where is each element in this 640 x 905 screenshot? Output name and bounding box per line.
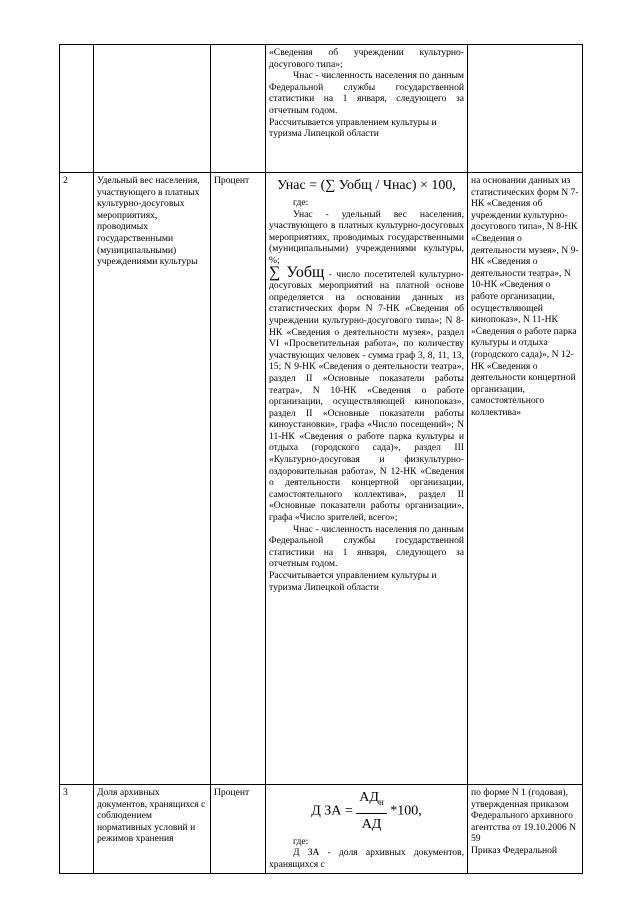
formula: Унас = (∑ Уобщ / Чнас) × 100, (277, 178, 456, 193)
method-note: Рассчитывается управлением культуры и туризма Липецкой области (269, 570, 437, 593)
visitors-definition (269, 263, 464, 524)
source-text-2: Приказ Федеральной (471, 844, 558, 856)
indicator-cell: Доля архивных документов, хранящихся с соблюдением нормативных условий и режимов хранения (94, 785, 211, 874)
row-number-cell: 2 (60, 173, 94, 785)
formula-right: *100, (390, 803, 422, 819)
method-cell (266, 45, 468, 173)
visitors-definition-text: - число посетителей культурно-досуговых мероприятий на платной основе определяется на основании данных из статистических форм N 7-НК «Сведения об учреждении культурно-досугового типа»; N 8-НК «Сведения о деятельности музея», раздел VI «Просветительная работа», по количеству участвующих человек - сумма граф 3, 8, 11, 13, 15; N 9-НК «Сведения о деятельности театра», раздел II «Основные показатели работы театра», N 10-НК «Сведения о работе организации, осуществляющей кинопоказ», раздел II «Основные показатели работы киноустановки», графа «Число посещений»; N 11-НК «Сведения о работе парка культуры и отдыха (городского сада)», раздел III «Культурно-досуговая и физкультурно-оздоровительная работа», N 12-НК «Сведения о деятельности концертной организации, самостоятельного коллектива», раздел II «Основные показатели работы организации», графа «Число зрителей, всего»; (269, 268, 464, 524)
numerator-subscript: н (378, 796, 384, 807)
method-cell (266, 785, 468, 874)
source-cell: на основании данных из статистических форм N 7-НК «Сведения об учреждении культурно-досугового типа», N 8-НК «Сведения о деятельности музея», N 9-НК «Сведения о деятельности театра», N 10-НК «Сведения о работе организации, осуществляющей кинопоказ», N 11-НК «Сведения о работе парка культуры и отдыха (городского сада)», N 12-НК «Сведения о деятельности концертной организации, самостоятельного коллектива» (468, 173, 583, 785)
table-row (60, 45, 583, 173)
formula-denominator: АД (361, 816, 382, 832)
share-definition: Унас - удельный вес населения, участвующего в платных культурно-досуговых мероприятиях, проводимых государственными (муниципальными) учреждениями культуры, %; (269, 208, 464, 266)
where-label: где: (293, 835, 309, 847)
where-label: где: (293, 197, 309, 208)
indicator-cell: Удельный вес населения, участвующего в платных культурно-досуговых мероприятиях, проводимых государственными (муниципальными) учреждениями культуры (94, 173, 211, 785)
method-note: Рассчитывается управлением культуры и туризма Липецкой области (269, 116, 437, 140)
numerator-text: АД (359, 790, 379, 805)
indicator-cell (94, 45, 211, 173)
sum-symbol: ∑ Уобщ (269, 263, 325, 281)
method-cell (266, 173, 468, 785)
source-text: по форме N 1 (годовая), утвержденная приказом Федерального архивного агентства от 19.10.2006 N 59 (471, 787, 577, 845)
unit-cell: Процент (211, 173, 266, 785)
table-row (60, 173, 583, 785)
unit-cell (211, 45, 266, 173)
row-number-cell (60, 45, 94, 173)
formula-numerator (356, 787, 387, 814)
population-definition: Чнас - численность населения по данным Федеральной службы государственной статистики на 1 января, следующего за отчетным годом. (269, 523, 464, 570)
formula (269, 787, 464, 836)
indicators-table (59, 44, 583, 874)
archive-share-definition: Д ЗА - доля архивных документов, хранящихся с (269, 847, 464, 870)
formula-fraction (356, 787, 387, 836)
population-definition: Чнас - численность населения по данным Федеральной службы государственной статистики на 1 января, следующего за отчетным годом. (269, 70, 464, 116)
formula-left: Д ЗА = (311, 803, 353, 819)
source-cell (468, 785, 583, 874)
table-row (60, 785, 583, 874)
source-cell (468, 45, 583, 173)
method-text: «Сведения об учреждении культурно-досугового типа»; (269, 47, 464, 70)
row-number-cell: 3 (60, 785, 94, 874)
unit-cell: Процент (211, 785, 266, 874)
